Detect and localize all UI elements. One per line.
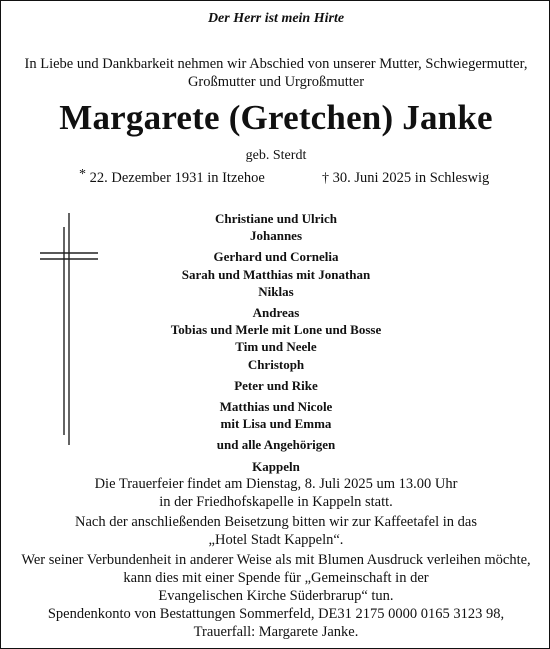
death-date <box>322 169 489 188</box>
coffee-line: Nach der anschließenden Beisetzung bitten wir zur Kaffeetafel in das <box>75 514 477 530</box>
coffee-info <box>1 513 550 549</box>
coffee-line: „Hotel Stadt Kappeln“. <box>208 532 344 548</box>
family-line: Andreas <box>252 305 300 321</box>
family-line: Sarah und Matthias mit Jonathan <box>181 266 371 282</box>
funeral-line: Die Trauerfeier findet am Dienstag, 8. Juli 2025 um 13.00 Uhr <box>94 476 458 492</box>
family-line: Niklas <box>258 283 294 299</box>
intro-text <box>1 55 550 91</box>
birth-star-icon: * <box>79 167 86 182</box>
family-line: Peter und Rike <box>234 377 318 393</box>
death-cross-icon: † <box>322 171 329 186</box>
maiden-name: geb. Sterdt <box>245 148 307 163</box>
family-line: und alle Angehörigen <box>216 437 336 453</box>
family-line: mit Lisa und Emma <box>220 416 332 432</box>
death-text: 30. Juni 2025 in Schleswig <box>332 170 490 186</box>
donation-info <box>1 551 550 641</box>
family-line: Tobias und Merle mit Lone und Bosse <box>170 322 382 338</box>
motto: Der Herr ist mein Hirte <box>207 11 345 26</box>
donation-line: kann dies mit einer Spende für „Gemeinschaft in der <box>123 570 429 586</box>
donation-line: Trauerfall: Margarete Janke. <box>193 624 359 640</box>
donation-line: Spendenkonto von Bestattungen Sommerfeld, DE31 2175 0000 0165 3123 98, <box>47 606 505 622</box>
family-line: Matthias und Nicole <box>219 399 333 415</box>
family-line: Johannes <box>249 228 303 244</box>
intro-line: In Liebe und Dankbarkeit nehmen wir Abschied von unserer Mutter, Schwiegermutter, <box>24 56 528 72</box>
funeral-line: in der Friedhofskapelle in Kappeln statt. <box>159 494 393 510</box>
family-line: Tim und Neele <box>235 339 317 355</box>
family-line: Christoph <box>247 356 305 372</box>
place-heading: Kappeln <box>252 459 300 474</box>
family-line: Christiane und Ulrich <box>214 211 338 226</box>
funeral-info <box>1 475 550 511</box>
birth-date <box>79 169 265 188</box>
donation-line: Wer seiner Verbundenheit in anderer Weise als mit Blumen Ausdruck verleihen möchte, <box>21 552 531 568</box>
donation-line: Evangelischen Kirche Süderbrarup“ tun. <box>158 588 394 604</box>
intro-line: Großmutter und Urgroßmutter <box>187 74 365 90</box>
family-list <box>1 210 550 454</box>
family-line: Gerhard und Cornelia <box>213 249 339 265</box>
deceased-name: Margarete (Gretchen) Janke <box>59 98 493 137</box>
birth-text: 22. Dezember 1931 in Itzehoe <box>89 170 265 186</box>
